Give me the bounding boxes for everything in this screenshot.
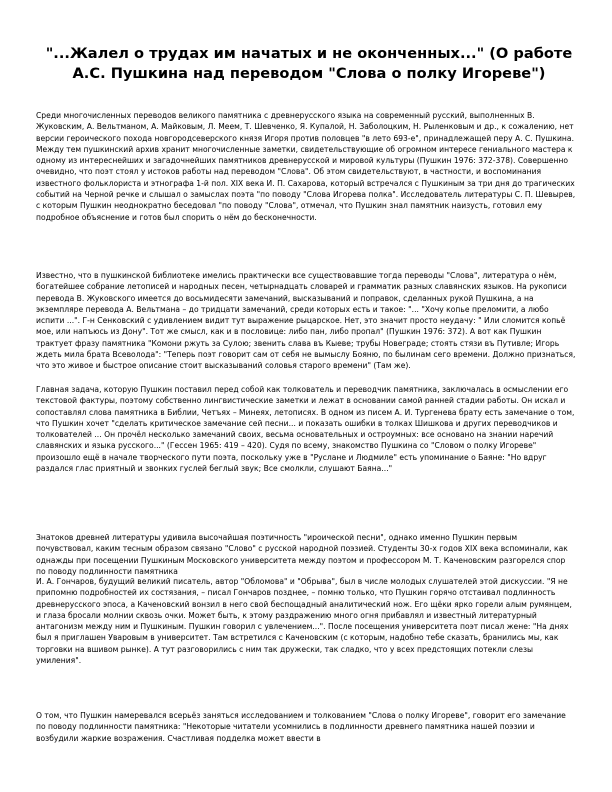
paragraph-2: Известно, что в пушкинской библиотеке имелись практически все существовавшие тогда переводы "Слова", литература о нём, богатейшее собрание летописей и народных песен, четырнадцать словарей и грамматик разных славянских языков. На рукописи перевода В. Жуковского имеется до восьмидесяти замечаний, высказываний и поправок, сделанных рукой Пушкина, а на экземпляре перевода А. Вельтмана – до тридцати замечаний, среди которых есть и такое: "... "Хочу копье преломити, а любо испити ...". Г-н Сенковский с удивлением видит тут выражение рыцарское. Нет, это значит просто неудачу: " Или сломится копьё мое, или напъюсь из Дону". Тот же смысл, как и в пословице: либо пан, либо пропал" (Пушкин 1976: 372). А вот как Пушкин трактует фразу памятника "Комони ржуть за Сулою; звенить слава въ Кыеве; трубы Новеграде; стоять стязи въ Путивле; Игорь ждеть мила брата Всеволода": "Теперь поэт говорит сам от себя не вымыслу Бояню, по былинам сего времени. Должно признаться, что это живое и быстрое описание стоит высказываний соловья старого времени" (Там же). (36, 271, 576, 371)
paragraph-5: И. А. Гончаров, будущий великий писатель, автор "Обломова" и "Обрыва", был в числе молодых слушателей этой дискуссии. "Я не припомню подробностей их состязания, – писал Гончаров позднее, – помню только, что Пушкин горячо отстаивал подлинность древнерусского эпоса, а Каченовский вонзил в него свой беспощадный аналитический нож. Его щёки ярко горели алым румянцем, и глаза бросали молнии сквозь очки. Может быть, к этому раздражению много огня прибавлял и известный литературный антагонизм между ним и Пушкиным. Пушкин говорил с увлечением...". После посещения университета поэт писал жене: "На днях был я приглашен Уваровым в университет. Там встретился с Каченовским (с которым, надобно тебе сказать, бранились мы, как торговки на вшивом рынке). А тут разговорились с ним так дружески, так сладко, что у всех предстоящих потекли слезы умиления". (36, 577, 572, 666)
paragraph-4: Знатоков древней литературы удивила высочайшая поэтичность "ироической песни", однако именно Пушкин первым почувствовал, каким тесным образом связано "Слово" с русской народной поэзией. Студенты 30-х годов XIX века вспоминали, как однажды при посещении Пушкиным Московского университета между поэтом и профессором М. Т. Каченовским разгорелся спор по поводу подлинности памятника (36, 533, 568, 576)
document-title: "...Жалел о трудах им начатых и не оконченных..." (О работе А.С. Пушкина над переводом "Слова о полку Игореве") (45, 45, 573, 82)
paragraph-3: Главная задача, которую Пушкин поставил перед собой как толкователь и переводчик памятника, заключалась в осмыслении его текстовой фактуры, поэтому собственно лингвистические заметки и лежат в основании самой ранней стадии работы. Он искал и сопоставлял слова памятника в Библии, Четъях – Минеях, летописях. В одном из писем А. И. Тургенева брату есть замечание о том, что Пушкин хочет "сделать критическое замечание сей песни... и показать ошибки в толках Шишкова и других переводчиков и толкователей ... Он прочёл несколько замечаний своих, весьма основательных и остроумных: все основано на знании наречий славянских и языка русского..." (Гессен 1965: 419 – 420). Судя по всему, знакомство Пушкина со "Словом о полку Игореве" произошло ещё в начале творческого пути поэта, поскольку уже в "Руслане и Людмиле" есть упоминание о Баяне: "Но вдруг раздался глас приятный и звонких гуслей беглый звук; Все смолкли, слушают Баяна..." (36, 385, 575, 474)
paragraph-6: О том, что Пушкин намеревался всерьёз заняться исследованием и толкованием "Слова о полку Игореве", говорит его замечание по поводу подлинности памятника: "Некоторые читатели усомнились в подлинности древнего памятника нашей поэзии и возбудили жаркие возражения. Счастливая подделка может ввести в (36, 711, 566, 743)
paragraph-1: Среди многочисленных переводов великого памятника с древнерусского языка на современный русский, выполненных В. Жуковским, А. Вельтманом, А. Майковым, Л. Меем, Т. Шевченко, Я. Купалой, Н. Заболоцким, Н. Рыленковым и др., к сожалению, нет версии героического похода новгородсеверского князя Игоря против половцев "в лето 693-е", принадлежащей перу А. С. Пушкина. Между тем пушкинский архив хранит многочисленные заметки, свидетельствующие об огромном интересе гениального мастера к одному из интереснейших и загадочнейших памятников древнерусской и мировой культуры (Пушкин 1976: 372-378). Совершенно очевидно, что поэт стоял у истоков работы над переводом "Слова". Об этом свидетельствуют, в частности, и воспоминания известного фольклориста и этнографа 1-й пол. XIX века И. П. Сахарова, который встречался с Пушкиным за три дня до трагических событий на Черной речке и слышал о замыслах поэта "по поводу "Слова Игорева полка". Исследователь литературы С. П. Шевырев, с которым Пушкин неоднократно беседовал "по поводу "Слова", отмечал, что Пушкин знал памятник наизусть, готовил ему подробное объяснение и готов был спорить о нём до бесконечности. (36, 111, 576, 222)
